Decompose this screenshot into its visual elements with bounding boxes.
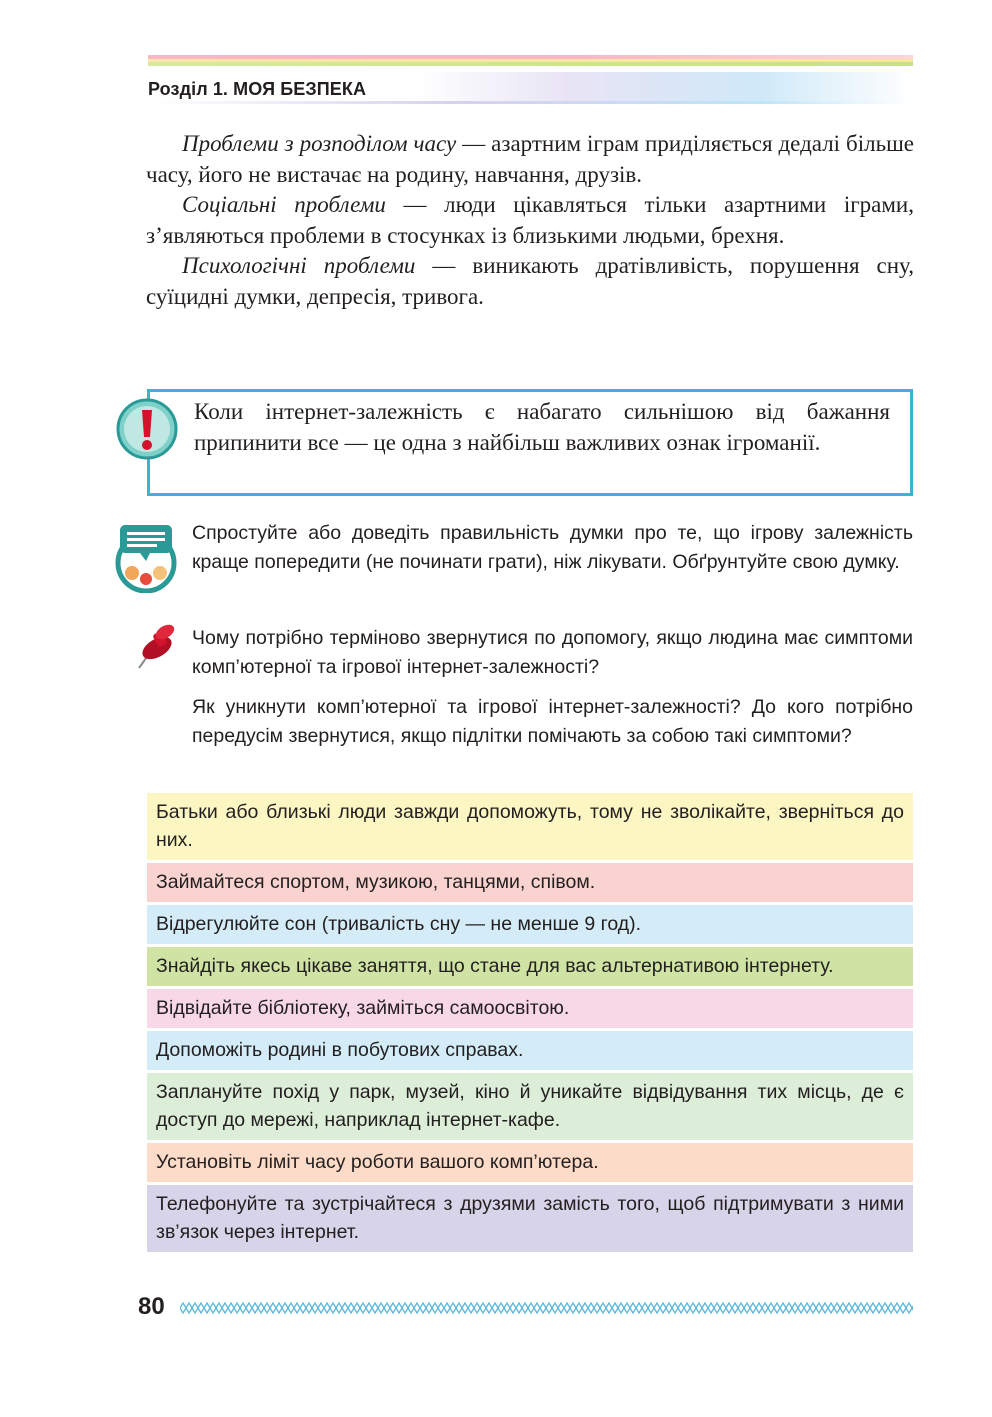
tips-list bbox=[147, 793, 913, 1255]
question: Як уникнути комп’ютерної та ігрової інтернет-залежності? До кого потрібно передусім звернутися, якщо підлітки помічають за собою такі симптоми? bbox=[192, 696, 913, 747]
term: Проблеми з розподілом часу bbox=[182, 131, 457, 156]
discussion-icon bbox=[114, 523, 178, 593]
question: Чому потрібно терміново звернутися по допомогу, якщо людина має симптоми комп’ютерної та ігрової інтернет-залежності? bbox=[192, 627, 913, 678]
tip-item: Заплануйте похід у парк, музей, кіно й уникайте відвідування тих місць, де є доступ до мережі, наприклад інтернет-кафе. bbox=[147, 1073, 913, 1140]
exclamation-icon bbox=[115, 397, 179, 461]
tip-item: Знайдіть якесь цікаве заняття, що стане для вас альтернативою інтернету. bbox=[147, 947, 913, 986]
discussion-text: Спростуйте або доведіть правильність думки про те, що ігрову залежність краще попередити (не починати грати), ніж лікувати. Обґрунтуйте свою думку. bbox=[192, 522, 913, 573]
tip-item: Відрегулюйте сон (тривалість сну — не менше 9 год). bbox=[147, 905, 913, 944]
alert-text: Коли інтернет-залежність є набагато сильнішою від бажання припинити все — це одна з найбільш важливих ознак ігроманії. bbox=[194, 399, 890, 455]
tip-item: Батьки або близькі люди завжди допоможуть, тому не зволікайте, зверніться до них. bbox=[147, 793, 913, 860]
term: Соціальні проблеми bbox=[182, 192, 386, 217]
questions bbox=[192, 624, 913, 750]
tip-item: Відвідайте бібліотеку, займіться самоосвітою. bbox=[147, 989, 913, 1028]
tip-item: Займайтеся спортом, музикою, танцями, співом. bbox=[147, 863, 913, 902]
tip-item: Телефонуйте та зустрічайтеся з друзями замість того, щоб підтримувати з ними зв’язок через інтернет. bbox=[147, 1185, 913, 1252]
page-number: 80 bbox=[138, 1293, 165, 1320]
intro-paragraph: Психологічні проблеми — виникають дратівливість, порушення сну, суїцидні думки, депресія, тривога. bbox=[146, 253, 914, 309]
header-stripes bbox=[148, 55, 913, 66]
intro-paragraph: Проблеми з розподілом часу — азартним іграм приділяється дедалі більше часу, його не вистачає на родину, навчання, друзів. bbox=[146, 131, 914, 187]
tip-item: Установіть ліміт часу роботи вашого комп’ютера. bbox=[147, 1143, 913, 1182]
pushpin-icon bbox=[135, 624, 179, 674]
intro-text bbox=[146, 129, 914, 312]
term: Психологічні проблеми bbox=[182, 253, 416, 278]
section-title: Розділ 1. МОЯ БЕЗПЕКА bbox=[148, 79, 367, 99]
footer-ornament bbox=[180, 1301, 913, 1315]
tip-item: Допоможіть родині в побутових справах. bbox=[147, 1031, 913, 1070]
intro-paragraph: Соціальні проблеми — люди цікавляться тільки азартними іграми, з’являються проблеми в стосунках із близькими людьми, брехня. bbox=[146, 192, 914, 248]
